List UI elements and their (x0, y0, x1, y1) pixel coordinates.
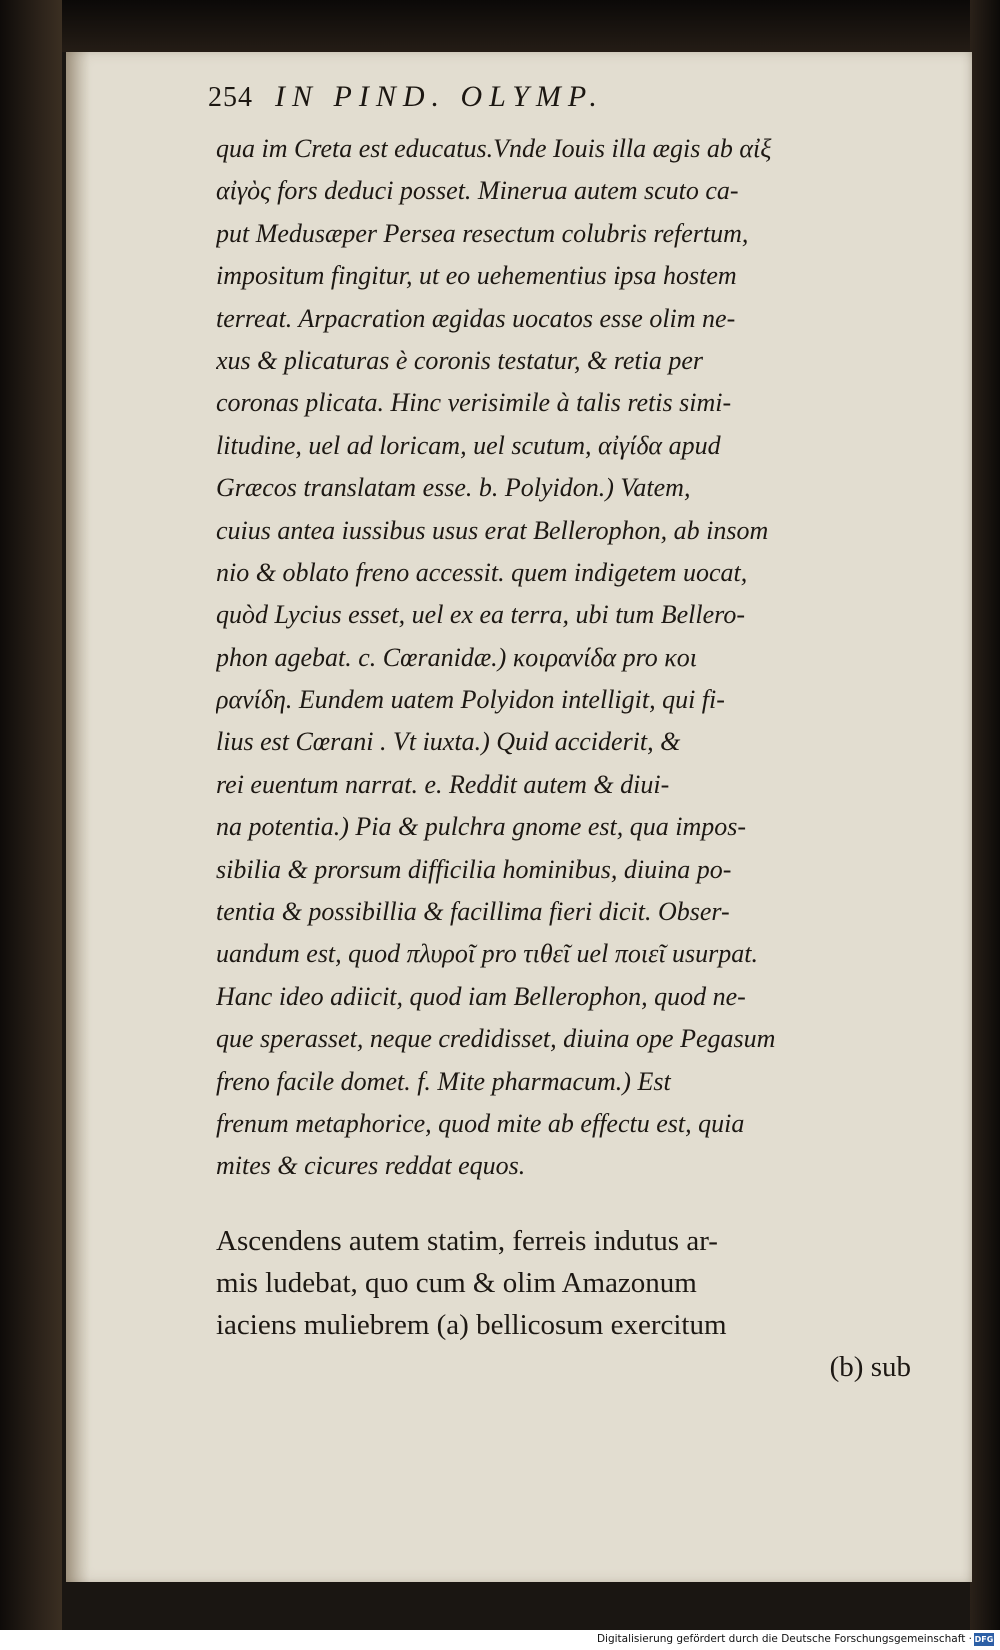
commentary-line: na potentia.) Pia & pulchra gnome est, qua impos- (216, 812, 747, 842)
commentary-line: mites & cicures reddat equos. (216, 1151, 526, 1181)
commentary-line: put Medusæper Persea resectum colubris refertum, (216, 218, 749, 248)
page-number: 254 (208, 82, 253, 113)
commentary-line: Hanc ideo adiicit, quod iam Bellerophon, quod ne- (216, 981, 746, 1011)
commentary-line: tentia & possibillia & facillima fieri dicit. Obser- (216, 897, 730, 927)
commentary-line: Græcos translatam esse. b. Polyidon.) Vatem, (216, 473, 691, 503)
main-text-line: mis ludebat, quo cum & olim Amazonum (216, 1267, 697, 1299)
commentary-line: qua im Creta est educatus.Vnde Iouis illa ægis ab αἰξ (216, 134, 772, 163)
commentary-line: lius est Cœrani . Vt iuxta.) Quid acciderit, & (216, 727, 681, 757)
commentary-line: uandum est, quod πλυροῖ pro τιθεῖ uel ποιεῖ usurpat. (216, 939, 759, 969)
commentary-line: phon agebat. c. Cœranidæ.) κοιρανίδα pro κοι (216, 642, 698, 672)
commentary-line: αἰγὸς fors deduci posset. Minerua autem scuto ca- (216, 176, 739, 206)
commentary-line: litudine, uel ad loricam, uel scutum, αἰγίδα apud (216, 430, 721, 460)
commentary-line: quòd Lycius esset, uel ex ea terra, ubi tum Bellero- (216, 600, 745, 630)
commentary-line: que sperasset, neque credidisset, diuina ope Pegasum (216, 1024, 776, 1054)
running-head (208, 80, 908, 128)
main-text-line: iaciens muliebrem (a) bellicosum exercitum (216, 1309, 727, 1341)
main-text-line: Ascendens autem statim, ferreis indutus ar- (216, 1225, 718, 1257)
commentary-line: terreat. Arpacration ægidas uocatos esse olim ne- (216, 303, 736, 333)
main-text-block (216, 1220, 911, 1388)
book-top-edge (0, 0, 1000, 52)
gutter-shadow (66, 52, 90, 1582)
commentary-line: xus & plicaturas è coronis testatur, & retia per (216, 345, 703, 375)
commentary-line: sibilia & prorsum difficilia hominibus, diuina po- (216, 854, 732, 884)
commentary-line: cuius antea iussibus usus erat Bellerophon, ab insom (216, 515, 769, 545)
dfg-logo: DFG (974, 1635, 994, 1644)
book-binding-edge (0, 0, 62, 1650)
book-right-edge (970, 0, 1000, 1650)
commentary-line: ρανίδη. Eundem uatem Polyidon intelligit, qui fi- (216, 685, 725, 715)
commentary-line: impositum fingitur, ut eo uehementius ipsa hostem (216, 261, 737, 291)
running-head-title: IN PIND. OLYMP. (275, 80, 604, 113)
commentary-line: coronas plicata. Hinc verisimile à talis retis simi- (216, 388, 732, 418)
commentary-block (216, 128, 911, 1188)
commentary-line: freno facile domet. f. Mite pharmacum.) Est (216, 1066, 671, 1096)
footer-credit: Digitalisierung gefördert durch die Deutsche Forschungsgemeinschaft · (596, 1633, 972, 1645)
commentary-line: rei euentum narrat. e. Reddit autem & diui- (216, 769, 670, 799)
commentary-line: nio & oblato freno accessit. quem indigetem uocat, (216, 557, 748, 587)
catchword: (b) sub (829, 1351, 911, 1383)
commentary-line: frenum metaphorice, quod mite ab effectu est, quia (216, 1108, 745, 1138)
